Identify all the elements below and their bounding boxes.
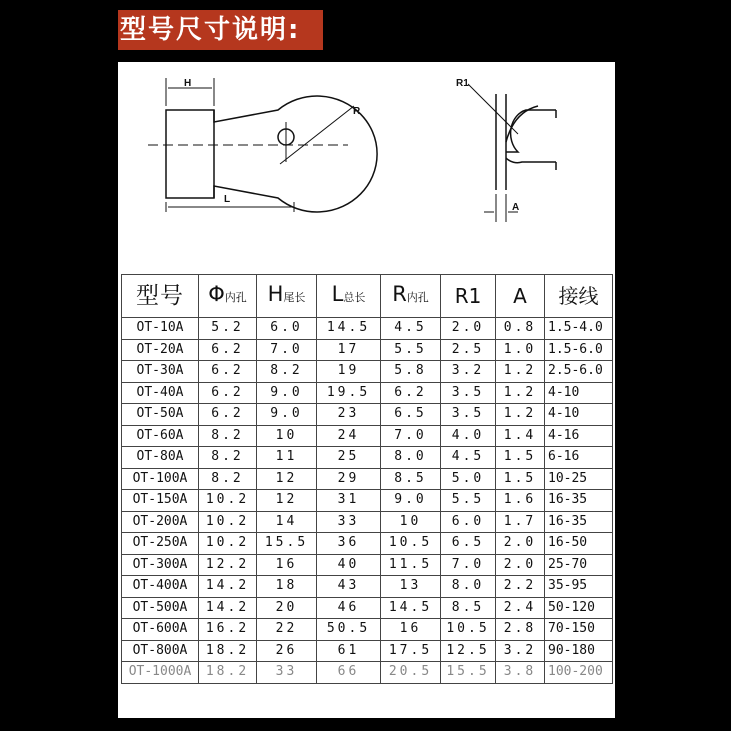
table-row: [122, 662, 613, 684]
cell-model: OT-80A: [122, 447, 199, 469]
cell-phi: 10.2: [199, 533, 257, 555]
cell-r: 17.5: [381, 640, 441, 662]
cell-model: OT-150A: [122, 490, 199, 512]
cell-a: 1.6: [496, 490, 545, 512]
cell-l: 43: [317, 576, 381, 598]
cell-phi: 18.2: [199, 662, 257, 684]
cell-h: 8.2: [257, 361, 317, 383]
col-header-wire: 接线: [545, 275, 613, 318]
cell-phi: 14.2: [199, 576, 257, 598]
cell-r: 4.5: [381, 318, 441, 340]
cell-r1: 3.2: [441, 361, 496, 383]
table-row: [122, 490, 613, 512]
cell-wire: 35-95: [545, 576, 613, 598]
cell-r: 13: [381, 576, 441, 598]
cell-r: 5.8: [381, 361, 441, 383]
table-row: [122, 597, 613, 619]
cell-h: 10: [257, 425, 317, 447]
cell-model: OT-30A: [122, 361, 199, 383]
cell-h: 9.0: [257, 404, 317, 426]
cell-r1: 3.5: [441, 382, 496, 404]
cell-phi: 6.2: [199, 382, 257, 404]
cell-a: 0.8: [496, 318, 545, 340]
cell-r: 6.2: [381, 382, 441, 404]
cell-wire: 4-16: [545, 425, 613, 447]
cell-phi: 10.2: [199, 490, 257, 512]
cell-h: 6.0: [257, 318, 317, 340]
cell-h: 11: [257, 447, 317, 469]
cell-wire: 90-180: [545, 640, 613, 662]
cell-h: 20: [257, 597, 317, 619]
cell-r: 8.0: [381, 447, 441, 469]
cell-r1: 3.5: [441, 404, 496, 426]
cell-l: 66: [317, 662, 381, 684]
cell-model: OT-200A: [122, 511, 199, 533]
cell-wire: 4-10: [545, 382, 613, 404]
table-row: [122, 339, 613, 361]
cell-l: 29: [317, 468, 381, 490]
cell-wire: 50-120: [545, 597, 613, 619]
spec-table: [121, 274, 613, 684]
cell-model: OT-40A: [122, 382, 199, 404]
cell-a: 1.0: [496, 339, 545, 361]
cell-l: 31: [317, 490, 381, 512]
table-row: [122, 318, 613, 340]
cell-l: 24: [317, 425, 381, 447]
cell-l: 14.5: [317, 318, 381, 340]
cell-r1: 10.5: [441, 619, 496, 641]
col-header-h: H尾长: [257, 275, 317, 318]
cell-r1: 2.5: [441, 339, 496, 361]
cell-wire: 4-10: [545, 404, 613, 426]
cell-r: 5.5: [381, 339, 441, 361]
cell-wire: 6-16: [545, 447, 613, 469]
page-title: 型号尺寸说明:: [120, 15, 301, 45]
cell-model: OT-300A: [122, 554, 199, 576]
col-header-r1: R1: [441, 275, 496, 318]
cell-r: 10: [381, 511, 441, 533]
cell-wire: 16-35: [545, 511, 613, 533]
table-row: [122, 382, 613, 404]
dim-label-h: H: [184, 78, 192, 89]
cell-r1: 7.0: [441, 554, 496, 576]
cell-r: 11.5: [381, 554, 441, 576]
cell-r: 10.5: [381, 533, 441, 555]
cell-wire: 10-25: [545, 468, 613, 490]
cell-l: 50.5: [317, 619, 381, 641]
cell-wire: 25-70: [545, 554, 613, 576]
cell-r1: 15.5: [441, 662, 496, 684]
cell-model: OT-500A: [122, 597, 199, 619]
cell-phi: 12.2: [199, 554, 257, 576]
cell-r: 20.5: [381, 662, 441, 684]
cell-r1: 4.0: [441, 425, 496, 447]
cell-phi: 8.2: [199, 468, 257, 490]
cell-a: 2.2: [496, 576, 545, 598]
cell-model: OT-1000A: [122, 662, 199, 684]
table-row: [122, 404, 613, 426]
cell-a: 1.2: [496, 382, 545, 404]
cell-wire: 16-50: [545, 533, 613, 555]
cell-r: 7.0: [381, 425, 441, 447]
cell-model: OT-20A: [122, 339, 199, 361]
cell-model: OT-50A: [122, 404, 199, 426]
cell-h: 12: [257, 468, 317, 490]
cell-r: 16: [381, 619, 441, 641]
ring-terminal-drawing: [148, 78, 377, 212]
cell-l: 46: [317, 597, 381, 619]
cell-a: 3.8: [496, 662, 545, 684]
cell-r: 8.5: [381, 468, 441, 490]
cell-a: 2.0: [496, 533, 545, 555]
col-header-model: 型号: [122, 275, 199, 318]
cell-wire: 16-35: [545, 490, 613, 512]
cell-h: 12: [257, 490, 317, 512]
cell-model: OT-800A: [122, 640, 199, 662]
cell-wire: 2.5-6.0: [545, 361, 613, 383]
cell-phi: 8.2: [199, 425, 257, 447]
dim-label-r: R: [353, 106, 361, 117]
cell-l: 25: [317, 447, 381, 469]
cell-r1: 8.5: [441, 597, 496, 619]
cell-h: 18: [257, 576, 317, 598]
dim-label-r1: R1: [456, 78, 469, 89]
cell-h: 16: [257, 554, 317, 576]
cell-wire: 1.5-4.0: [545, 318, 613, 340]
cell-wire: 100-200: [545, 662, 613, 684]
cell-phi: 6.2: [199, 339, 257, 361]
terminal-diagram: [118, 62, 615, 274]
spec-panel: [118, 62, 615, 718]
cell-phi: 5.2: [199, 318, 257, 340]
col-header-a: A: [496, 275, 545, 318]
cell-r1: 4.5: [441, 447, 496, 469]
cell-l: 17: [317, 339, 381, 361]
cell-a: 3.2: [496, 640, 545, 662]
cell-l: 36: [317, 533, 381, 555]
cell-h: 22: [257, 619, 317, 641]
cell-r1: 2.0: [441, 318, 496, 340]
cell-r: 9.0: [381, 490, 441, 512]
cell-l: 40: [317, 554, 381, 576]
cell-a: 1.4: [496, 425, 545, 447]
cell-h: 26: [257, 640, 317, 662]
cell-r1: 5.0: [441, 468, 496, 490]
table-row: [122, 533, 613, 555]
cell-model: OT-100A: [122, 468, 199, 490]
cell-phi: 14.2: [199, 597, 257, 619]
cell-model: OT-10A: [122, 318, 199, 340]
cell-phi: 18.2: [199, 640, 257, 662]
table-row: [122, 511, 613, 533]
table-row: [122, 554, 613, 576]
cell-model: OT-400A: [122, 576, 199, 598]
col-header-r: R内孔: [381, 275, 441, 318]
table-row: [122, 425, 613, 447]
dim-label-l: L: [224, 194, 231, 205]
table-row: [122, 361, 613, 383]
cell-r1: 6.5: [441, 533, 496, 555]
cell-phi: 8.2: [199, 447, 257, 469]
cell-wire: 70-150: [545, 619, 613, 641]
cell-l: 61: [317, 640, 381, 662]
cell-wire: 1.5-6.0: [545, 339, 613, 361]
col-header-l: L总长: [317, 275, 381, 318]
cell-a: 1.5: [496, 447, 545, 469]
cell-phi: 6.2: [199, 404, 257, 426]
cell-r1: 8.0: [441, 576, 496, 598]
cell-a: 1.7: [496, 511, 545, 533]
cell-h: 7.0: [257, 339, 317, 361]
cell-a: 1.2: [496, 361, 545, 383]
cell-a: 2.8: [496, 619, 545, 641]
cell-r: 14.5: [381, 597, 441, 619]
cell-phi: 16.2: [199, 619, 257, 641]
cell-phi: 10.2: [199, 511, 257, 533]
table-row: [122, 576, 613, 598]
cell-a: 2.0: [496, 554, 545, 576]
cell-model: OT-60A: [122, 425, 199, 447]
dim-label-a: A: [512, 202, 520, 213]
cell-h: 14: [257, 511, 317, 533]
cell-h: 9.0: [257, 382, 317, 404]
cell-model: OT-250A: [122, 533, 199, 555]
cell-model: OT-600A: [122, 619, 199, 641]
col-header-phi: Φ内孔: [199, 275, 257, 318]
cell-a: 1.5: [496, 468, 545, 490]
cell-l: 19: [317, 361, 381, 383]
cell-phi: 6.2: [199, 361, 257, 383]
cell-r1: 6.0: [441, 511, 496, 533]
table-row: [122, 640, 613, 662]
cell-h: 33: [257, 662, 317, 684]
table-header-row: [122, 275, 613, 318]
cell-r: 6.5: [381, 404, 441, 426]
table-row: [122, 447, 613, 469]
cell-r1: 5.5: [441, 490, 496, 512]
cell-l: 33: [317, 511, 381, 533]
cell-a: 1.2: [496, 404, 545, 426]
cell-l: 19.5: [317, 382, 381, 404]
cell-h: 15.5: [257, 533, 317, 555]
cell-l: 23: [317, 404, 381, 426]
cell-a: 2.4: [496, 597, 545, 619]
table-row: [122, 468, 613, 490]
table-row: [122, 619, 613, 641]
cell-r1: 12.5: [441, 640, 496, 662]
